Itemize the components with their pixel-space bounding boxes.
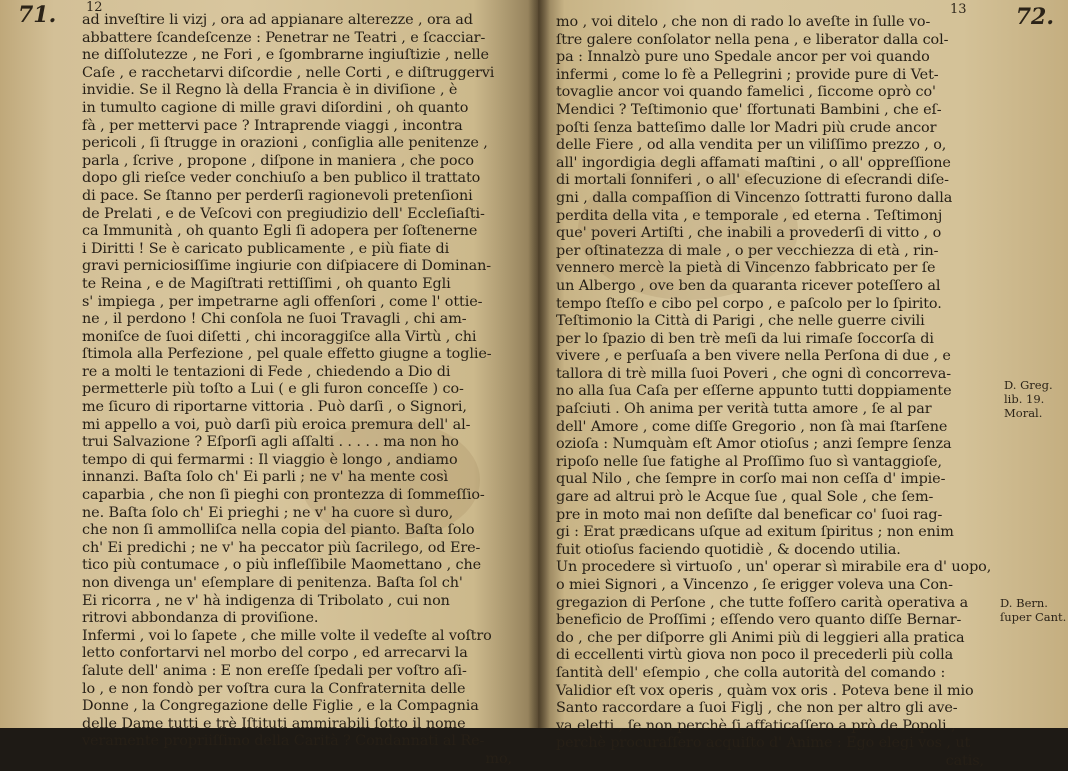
text-line: vivere , e perſuaſa a ben vivere nella Perſona di due , e	[556, 348, 951, 365]
text-line: Infermi , voi lo ſapete , che mille volte il vedeſte al voſtro	[82, 627, 492, 644]
text-line: caparbia , che non ſi pieghi con prontezza di ſommeſſio-	[82, 487, 485, 504]
text-line: gravi perniciosiſſime ingiurie con diſpiacere di Dominan-	[82, 258, 492, 275]
text-line: tempo di qui fermarmi : Il viaggio è longo , andiamo	[82, 451, 458, 468]
right-page	[538, 0, 1068, 769]
text-line: Teſtimonio la Città di Parigi , che nelle guerre civili	[556, 313, 925, 330]
text-line: tovaglie ancor voi quando famelici , ſiccome oprò co'	[556, 84, 936, 101]
text-line: ritrovi abbondanza di proviſione.	[82, 610, 319, 627]
margin-note-gregory: D. Greg. lib. 19. Moral.	[1004, 378, 1053, 420]
text-line: di mortali ſonniferi , o all' eſecuzione di eſecrandi diſe-	[556, 172, 949, 189]
text-line: Caſe , e racchetarvi diſcordie , nelle Corti , e diſtruggervi	[82, 64, 495, 81]
text-line: fuit otioſus faciendo quotidiè , & docendo utilia.	[556, 541, 901, 558]
text-line: ne. Baſta ſolo ch' Ei prieghi ; ne v' ha cuore sì duro,	[82, 504, 454, 521]
text-line: do , che per diſporre gli Animi più di leggieri alla pratica	[556, 629, 965, 646]
text-line: lo , e non fondò per voſtra cura la Confraternita delle	[82, 680, 466, 697]
text-line: gregazion di Perſone , che tutte foſſero carità operativa a	[556, 594, 969, 611]
text-line: gni , dalla compaſſion di Vincenzo ſottratti furono dalla	[556, 189, 953, 206]
text-line: ch' Ei predichi ; ne v' ha peccator più ſacrilego, od Ere-	[82, 539, 481, 556]
text-line: gi : Erat prædicans uſque ad exitum ſpiritus ; non enim	[556, 524, 954, 541]
text-line: delle Dame tutti e trè Iſtituti ammirabili ſotto il nome	[82, 715, 466, 732]
text-line: delle Fiere , od alla vendita per un viliſſimo prezzo , o,	[556, 137, 947, 154]
text-line: Validior eſt vox operis , quàm vox oris . Poteva bene il mio	[556, 682, 974, 699]
text-line: permetterle più toſto a Lui ( e gli furon conceſſe ) co-	[82, 381, 464, 398]
text-line: te Reina , e de Magiſtrati rettiſſimi , oh quanto Egli	[82, 275, 451, 292]
text-line: perdita della vita , e temporale , ed eterna . Teſtimonj	[556, 207, 943, 224]
page-number: 12	[86, 0, 103, 15]
text-line: poſti ſenza batteſimo dalle lor Madri più crude ancor	[556, 119, 937, 136]
text-line: ſalute dell' anima : E non ereſſe ſpedali per voſtro aſi-	[82, 662, 467, 679]
text-line: abbattere ſcandeſcenze : Penetrar ne Teatri , e ſcacciar-	[82, 29, 486, 46]
text-line: ozioſa : Numquàm eſt Amor otioſus ; anzi ſempre ſenza	[556, 436, 952, 453]
text-line: parla , ſcrive , propone , diſpone in maniera , che poco	[82, 152, 474, 169]
text-line: s' impiega , per impetrarne agli offenſori , come l' ottie-	[82, 293, 483, 310]
text-line: non divenga un' eſemplare di penitenza. Baſta ſol ch'	[82, 575, 463, 591]
text-line: i Diritti ! Se è caricato publicamente , e più fiate di	[82, 240, 450, 257]
text-line: infermi , come lo fè a Pellegrini ; provide pure di Vet-	[556, 66, 939, 83]
text-line: catis,	[945, 752, 984, 769]
text-line: ne , il perdono ! Chi conſola ne ſuoi Travagli , chi am-	[82, 311, 467, 328]
text-line: che non ſi ammolliſca nella copia del pianto. Baſta ſolo	[82, 522, 475, 539]
text-line: no alla ſua Caſa per eſſerne appunto tutti doppiamente	[556, 383, 952, 400]
handwritten-folio-number: 71.	[18, 2, 57, 28]
text-line: di eccellenti virtù giova non poco il precederli più colla	[556, 647, 954, 664]
text-line: ſtre galere conſolator nella pena , e liberator dalla col-	[556, 31, 949, 48]
text-line: qual Nilo , che ſempre in corſo mai non ceſſa d' impie-	[556, 471, 946, 488]
text-line: re a molti le tentazioni di Fede , chiedendo a Dio di	[82, 363, 451, 380]
text-line: mi appello a voi, può darſi più eroica premura dell' al-	[82, 416, 471, 433]
text-line: ſtimola alla Perfezione , pel quale effetto giugne a toglie-	[82, 346, 492, 363]
book-gutter	[528, 0, 550, 728]
text-line: dell' Amore , come diſſe Gregorio , non ſà mai ſtarſene	[556, 418, 948, 435]
text-line: dopo gli rieſce veder conchiuſo a ben publico il trattato	[82, 170, 481, 187]
right-page-text	[556, 14, 992, 771]
text-line: ca Immunità , oh quanto Egli ſi adopera per ſoſtenerne	[82, 223, 478, 240]
page-number: 13	[950, 2, 967, 17]
text-line: pa : Innalzò pure uno Spedale ancor per voi quando	[556, 49, 930, 66]
text-line: di pace. Se ſtanno per perderſi ragionevoli pretenſioni	[82, 187, 473, 204]
text-line: tico più contumace , o più infleſſibile Maomettano , che	[82, 557, 482, 574]
text-line: invidie. Se il Regno là della Francia è in diviſione , è	[82, 82, 458, 99]
text-line: vennero mercè la pietà di Vincenzo fabbricato per ſe	[556, 260, 936, 277]
text-line: perchè procuraſſero acquiſto d' Anime : Ego elegi vos , ut	[556, 735, 971, 752]
text-line: letto confortarvi nel morbo del corpo , ed arrecarvi la	[82, 645, 468, 662]
text-line: gare ad altrui prò le Acque ſue , qual Sole , che ſem-	[556, 489, 934, 506]
margin-note-bernard: D. Bern. ſuper Cant.	[1000, 596, 1067, 624]
text-line: Un procedere sì virtuoſo , un' operar sì mirabile era d' uopo,	[556, 559, 992, 576]
text-line: innanzi. Baſta ſolo ch' Ei parli ; ne v' ha mente così	[82, 469, 449, 486]
text-line: ne diſſolutezze , ne Fori , e ſgombrarne ingiuſtizie , nelle	[82, 47, 489, 64]
text-line: moniſce de ſuoi diſetti , chi incoraggiſce alla Virtù , chi	[82, 328, 477, 345]
text-line: ſantità dell' eſempio , che colla autorità del comando :	[556, 664, 946, 681]
text-line: mo , voi ditelo , che non di rado lo aveſte in ſulle vo-	[556, 14, 931, 30]
text-line: in tumulto cagione di mille gravi diſordini , oh quanto	[82, 99, 469, 116]
text-line: pre in moto mai non deſiſte dal beneficar co' ſuoi rag-	[556, 506, 943, 523]
text-line: un Albergo , ove ben da quaranta ricever poteſſero al	[556, 277, 941, 294]
text-line: per oſtinatezza di male , o per vecchiezza di età , rin-	[556, 242, 939, 259]
text-line: va eletti , ſe non perchè ſi affaticaſſero a prò de Popoli ,	[556, 717, 956, 734]
text-line: Santo raccordare a ſuoi Figlj , che non per altro gli ave-	[556, 700, 958, 717]
text-line: tempo ſteſſo e cibo pel corpo , e paſcolo per lo ſpirito.	[556, 295, 942, 312]
text-line: per lo ſpazio di ben trè meſi da lui rimaſe ſoccorſa di	[556, 330, 934, 347]
text-line: Mendici ? Teſtimonio que' ſfortunati Bambini , che eſ-	[556, 101, 942, 118]
text-line: pericoli , ſi ſtrugge in orazioni , conſiglia alle penitenze ,	[82, 135, 488, 152]
left-page-text	[82, 12, 520, 769]
text-line: tallora di trè milla ſuoi Poveri , che ogni dì concorreva-	[556, 365, 951, 382]
text-line: o miei Signori , a Vincenzo , ſe erigger voleva una Con-	[556, 577, 953, 593]
text-line: ad inveſtire li vizj , ora ad appianare alterezze , ora ad	[82, 12, 473, 28]
text-line: Ei ricorra , ne v' hà indigenza di Tribolato , cui non	[82, 592, 450, 609]
text-line: beneficio de Proſſimi ; eſſendo vero quanto diſſe Bernar-	[556, 612, 962, 629]
text-line: fà , per mettervi pace ? Intraprende viaggi , incontra	[82, 117, 463, 134]
text-line: ripoſo nelle ſue fatighe al Proſſimo ſuo sì vantaggioſe,	[556, 453, 942, 470]
text-line: Donne , la Congregazione delle Figlie , e la Compagnia	[82, 698, 479, 715]
text-line: all' ingordigia degli affamati maſtini , o all' oppreſſione	[556, 154, 951, 171]
text-line: trui Salvazione ? Eſporſi agli aſſalti . . . . . ma non ho	[82, 434, 459, 451]
text-line: veramente propriiſſimo della Carità ? Condannati al Re-	[82, 733, 485, 750]
text-line: que' poveri Artiſti , che inabili a provederſi di vitto , o	[556, 225, 942, 242]
text-line: mo,	[485, 750, 512, 767]
text-line: de Prelati , e de Veſcovi con pregiudizio dell' Eccleſiaſti-	[82, 205, 485, 222]
text-line: me ſicuro di riportarne vittoria . Può darſi , o Signori,	[82, 399, 467, 416]
text-line: paſciuti . Oh anima per verità tutta amore , ſe al par	[556, 401, 932, 418]
handwritten-folio-number: 72.	[1015, 4, 1054, 30]
